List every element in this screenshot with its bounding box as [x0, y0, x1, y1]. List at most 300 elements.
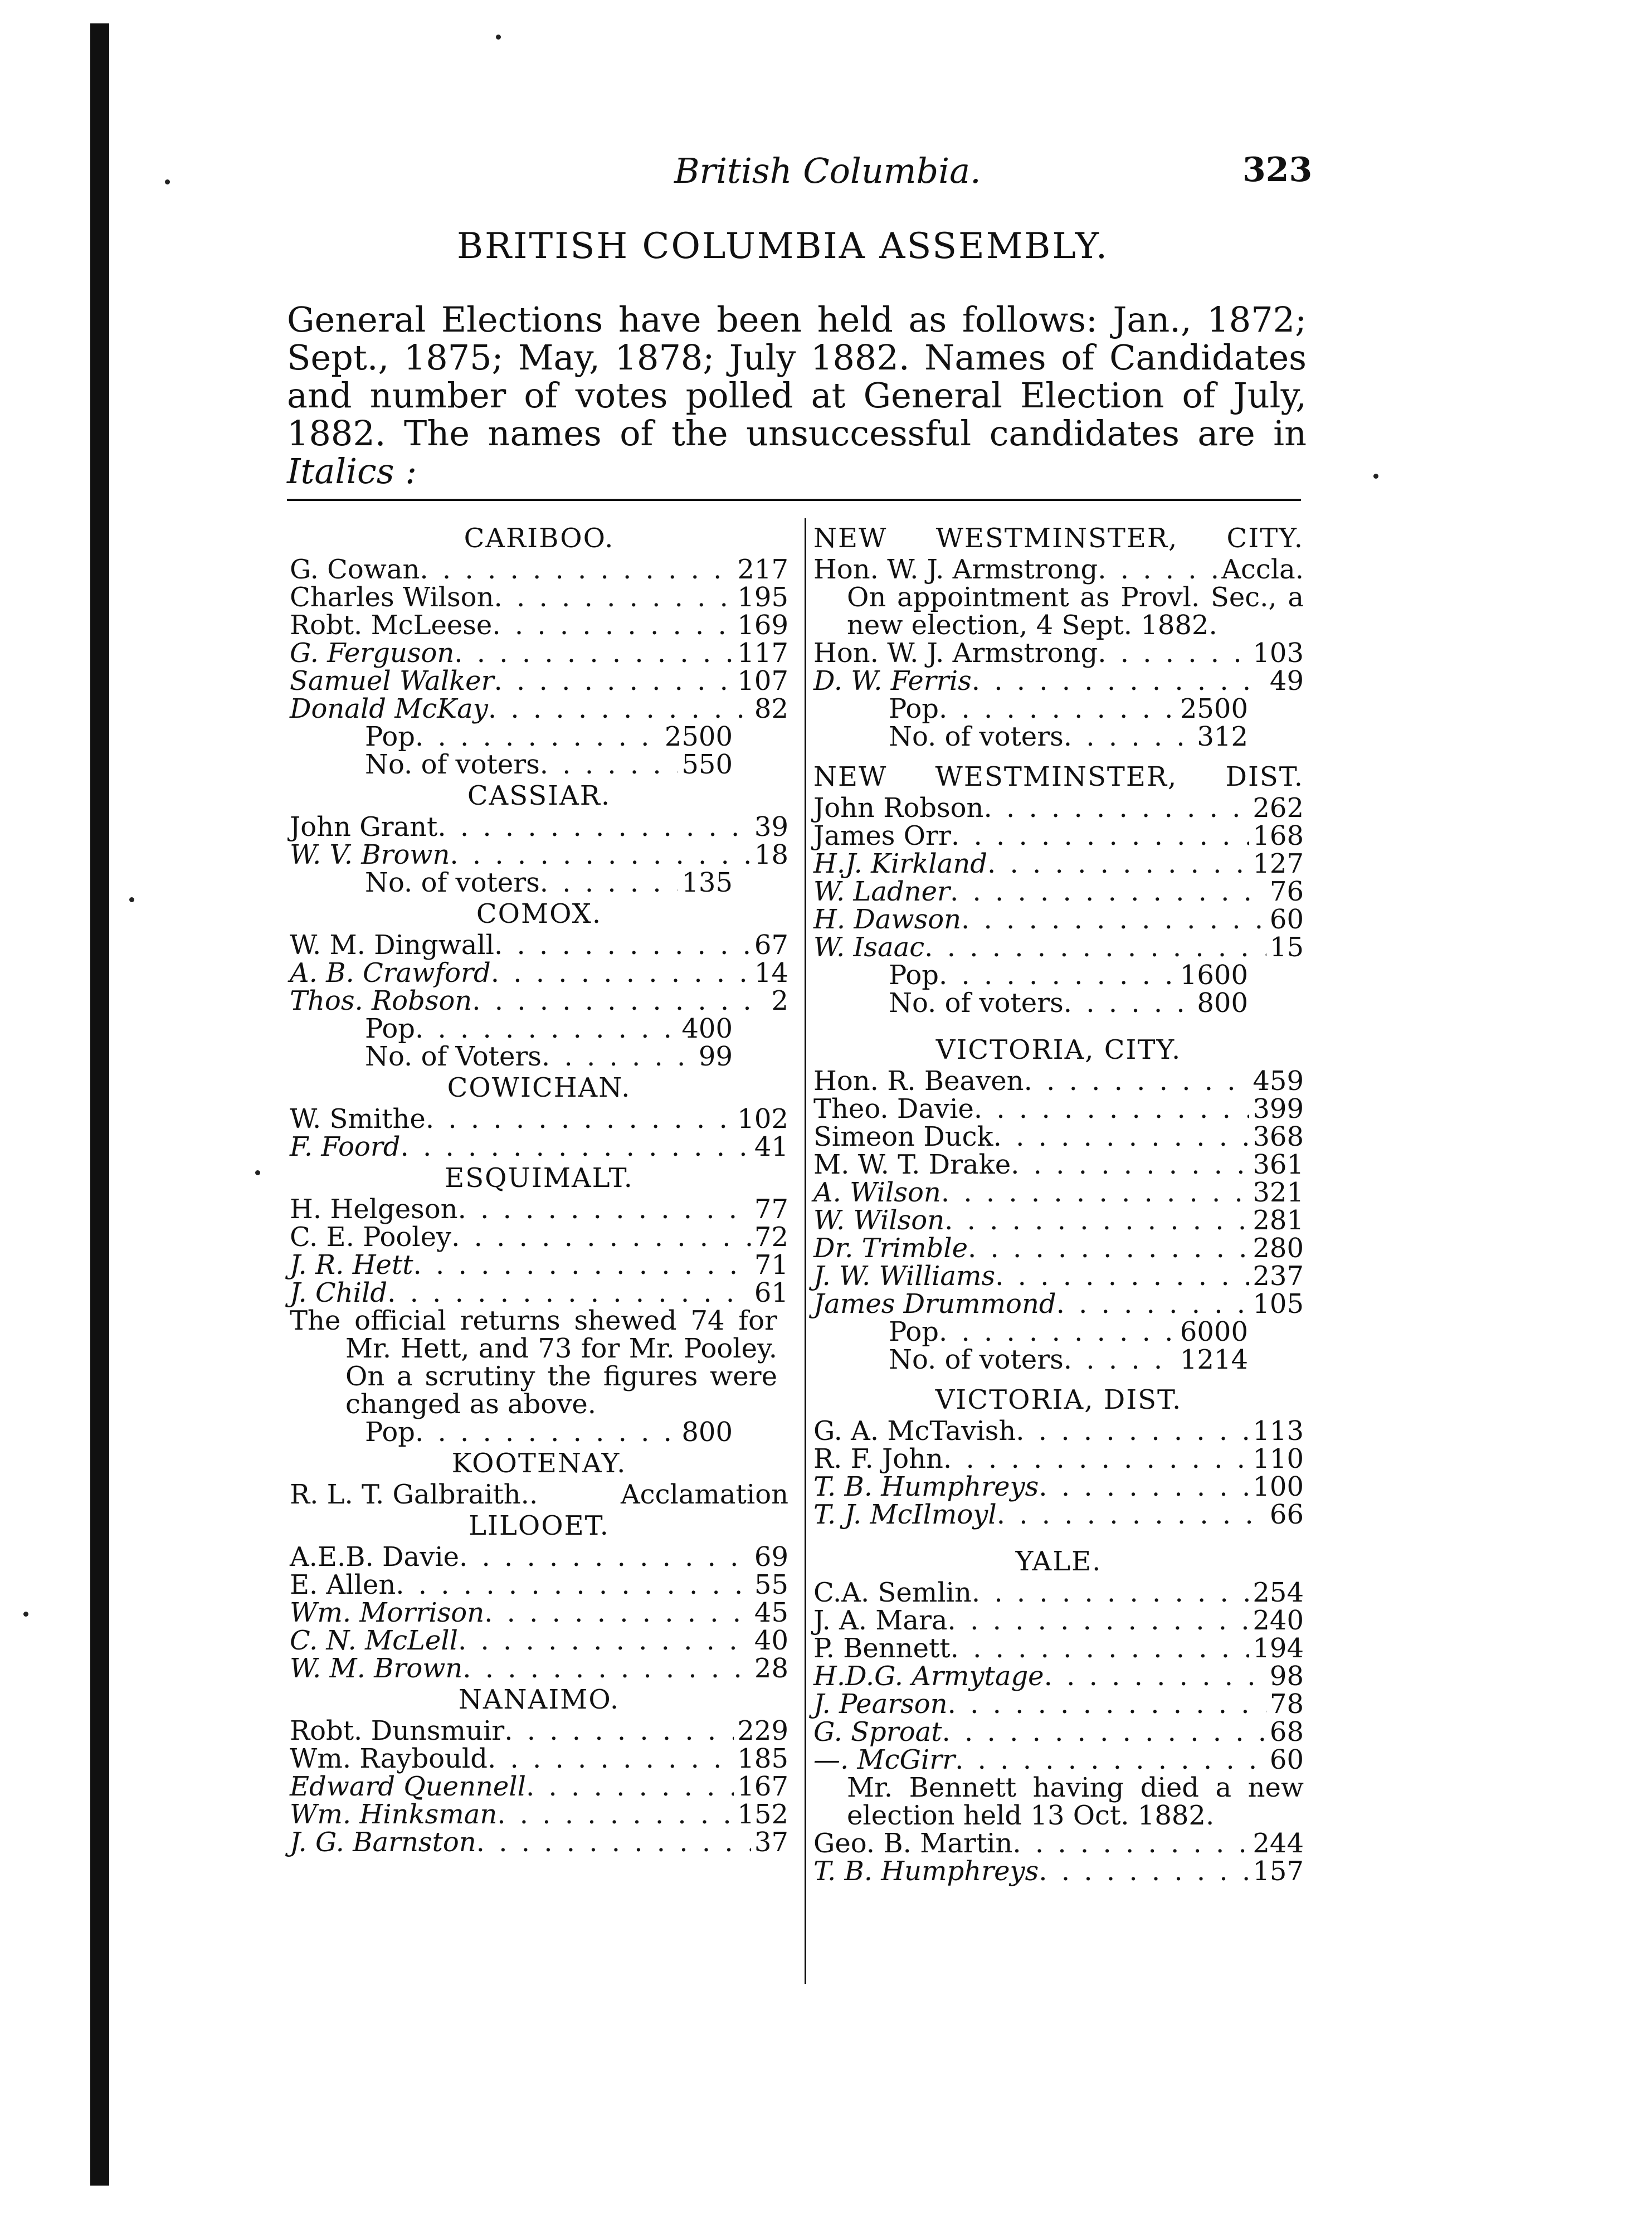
candidate-row	[290, 583, 788, 611]
vote-count: 103	[1253, 638, 1304, 669]
voters-value: 135	[681, 867, 733, 898]
leader-dots	[415, 1015, 678, 1043]
candidate-row	[290, 1195, 788, 1223]
leader-dots	[437, 813, 751, 841]
left-column	[290, 521, 788, 1856]
population-value: 1600	[1180, 960, 1248, 991]
candidate-name: W. V. Brown	[290, 839, 450, 870]
candidate-row	[290, 1599, 788, 1627]
candidate-row	[290, 1801, 788, 1828]
vote-count: 321	[1253, 1177, 1304, 1208]
acclamation-result: Acclamation	[621, 1479, 788, 1510]
population-label: Pop	[365, 1013, 415, 1044]
vote-count: 72	[754, 1222, 788, 1253]
candidate-row	[290, 1571, 788, 1599]
leader-dots	[458, 1195, 751, 1223]
vote-count: 157	[1253, 1856, 1304, 1887]
leader-dots	[968, 1234, 1249, 1262]
voters-row	[290, 1043, 788, 1070]
candidate-name: M. W. T. Drake	[813, 1149, 1011, 1180]
vote-count: 18	[754, 839, 788, 870]
intro-paragraph	[287, 301, 1307, 490]
vote-count: 113	[1253, 1415, 1304, 1447]
vote-count: 76	[1269, 876, 1304, 907]
candidate-row	[290, 639, 788, 667]
candidate-name: Thos. Robson	[290, 985, 472, 1016]
vote-count: 217	[737, 554, 788, 585]
district-title: KOOTENAY.	[451, 1448, 627, 1479]
district-title: NEW WESTMINSTER, CITY.	[813, 523, 1304, 554]
population-label: Pop	[889, 693, 939, 724]
leader-dots	[484, 1599, 751, 1627]
vote-count: 195	[737, 582, 788, 613]
district-title: NEW WESTMINSTER, DIST.	[813, 761, 1304, 792]
leader-dots	[494, 667, 734, 695]
vote-count: 15	[1269, 932, 1304, 963]
voters-label: No. of voters	[889, 1344, 1064, 1375]
candidate-row	[813, 1445, 1304, 1473]
candidate-row	[290, 1251, 788, 1279]
voters-value: 312	[1197, 721, 1248, 752]
candidate-row	[813, 794, 1304, 822]
district-cowichan	[290, 1070, 788, 1161]
leader-dots	[972, 1579, 1250, 1607]
candidate-row	[290, 813, 788, 841]
district-title: LILOOET.	[469, 1510, 610, 1541]
candidate-row	[813, 933, 1304, 961]
candidate-name: W. Wilson	[813, 1205, 945, 1236]
vote-count: 60	[1269, 1744, 1304, 1775]
vote-count: 39	[754, 811, 788, 843]
voters-label: No. of Voters	[365, 1041, 542, 1072]
candidate-name: James Orr	[813, 820, 951, 851]
candidate-row	[813, 822, 1304, 850]
vote-count: 262	[1253, 792, 1304, 824]
leader-dots	[995, 1262, 1249, 1290]
district-title: VICTORIA, DIST.	[935, 1384, 1182, 1415]
leader-dots	[494, 931, 751, 959]
candidate-name: G. Ferguson	[290, 638, 455, 669]
leader-dots	[950, 878, 1266, 906]
vote-count: 40	[754, 1625, 788, 1656]
leader-dots	[1039, 1857, 1249, 1885]
vote-count: 254	[1253, 1577, 1304, 1608]
candidate-name: Dr. Trimble	[813, 1233, 968, 1264]
candidate-row	[290, 1133, 788, 1161]
candidate-row	[813, 667, 1304, 695]
vote-count: 127	[1253, 848, 1304, 879]
candidate-name: Samuel Walker	[290, 665, 494, 697]
candidate-name: Wm. Raybould	[290, 1743, 488, 1774]
running-head: British Columbia.	[674, 150, 981, 191]
candidate-name: C. E. Pooley	[290, 1222, 452, 1253]
leader-dots	[948, 1607, 1250, 1634]
vote-count: 117	[737, 638, 788, 669]
candidate-name: H.D.G. Armytage	[813, 1661, 1044, 1692]
population-value: 800	[681, 1417, 733, 1448]
candidate-row	[813, 1262, 1304, 1290]
district-title: NANAIMO.	[458, 1684, 620, 1715]
vote-count: 194	[1253, 1633, 1304, 1664]
candidate-name: F. Foord	[290, 1131, 401, 1162]
candidate-row	[813, 1151, 1304, 1179]
leader-dots	[420, 556, 734, 583]
leader-dots	[941, 1179, 1250, 1206]
voters-value: 99	[698, 1041, 733, 1072]
vote-count: 60	[1269, 904, 1304, 935]
candidate-name: John Robson	[813, 792, 984, 824]
leader-dots	[494, 583, 734, 611]
vote-count: 66	[1269, 1499, 1304, 1530]
candidate-name: Edward Quennell	[290, 1771, 527, 1802]
candidate-name: D. W. Ferris	[813, 665, 972, 697]
vote-count: 100	[1253, 1471, 1304, 1502]
vote-count: 28	[754, 1653, 788, 1684]
candidate-name: E. Allen	[290, 1569, 396, 1600]
vote-count: 69	[754, 1541, 788, 1573]
leader-dots	[983, 794, 1249, 822]
candidate-row	[290, 1279, 788, 1307]
leader-dots	[944, 1206, 1249, 1234]
leader-dots	[1056, 1290, 1250, 1318]
leader-dots	[396, 1571, 751, 1599]
vote-count: 169	[737, 610, 788, 641]
candidate-row	[290, 1745, 788, 1773]
candidate-name: A. Wilson	[813, 1177, 941, 1208]
scan-speck	[255, 1170, 260, 1175]
leader-dots	[458, 1627, 751, 1655]
header-rule	[287, 499, 1301, 501]
district-nanaimo	[290, 1682, 788, 1856]
scan-speck	[129, 897, 134, 902]
vote-count: 68	[1269, 1716, 1304, 1748]
leader-dots	[961, 906, 1266, 933]
voters-row	[813, 989, 1304, 1017]
voters-row	[813, 1346, 1304, 1374]
candidate-name: P. Bennett	[813, 1633, 951, 1664]
population-row	[813, 1318, 1304, 1346]
population-row	[813, 695, 1304, 723]
candidate-name: J. R. Hett	[290, 1249, 413, 1281]
leader-dots	[939, 695, 1177, 723]
population-label: Pop	[365, 721, 415, 752]
candidate-name: W. Ladner	[813, 876, 950, 907]
candidate-row	[290, 667, 788, 695]
candidate-row	[290, 1543, 788, 1571]
candidate-row	[813, 1579, 1304, 1607]
candidate-row	[813, 639, 1304, 667]
population-row	[290, 1015, 788, 1043]
leader-dots	[476, 1828, 751, 1856]
candidate-row	[290, 1105, 788, 1133]
candidate-name: G. Sproat	[813, 1716, 942, 1748]
vote-count: 49	[1269, 665, 1304, 697]
vote-count: 98	[1269, 1661, 1304, 1692]
scan-speck	[165, 179, 170, 184]
leader-dots	[401, 1133, 751, 1161]
voters-value: 800	[1197, 987, 1248, 1019]
leader-dots	[504, 1717, 734, 1745]
candidate-name: Hon. W. J. Armstrong	[813, 638, 1098, 669]
district-title: COWICHAN.	[447, 1072, 631, 1103]
scan-speck	[23, 1612, 28, 1617]
candidate-row	[290, 611, 788, 639]
leader-dots	[1064, 723, 1194, 751]
vote-count: 45	[754, 1597, 788, 1628]
leader-dots	[542, 1043, 695, 1070]
candidate-name: James Drummond	[813, 1288, 1056, 1320]
district-title: CASSIAR.	[467, 780, 611, 811]
vote-count: 185	[737, 1743, 788, 1774]
district-kootenay	[290, 1446, 788, 1509]
vote-count: 67	[754, 930, 788, 961]
voters-label: No. of voters	[889, 987, 1064, 1019]
district-victoria-city	[813, 1033, 1304, 1374]
leader-dots	[451, 1223, 751, 1251]
candidate-row	[813, 1690, 1304, 1718]
vote-count: 168	[1253, 820, 1304, 851]
column-divider	[805, 518, 806, 1984]
candidate-row	[813, 1501, 1304, 1529]
candidate-name: J. W. Williams	[813, 1261, 996, 1292]
candidate-row	[813, 1829, 1304, 1857]
candidate-name: C. N. McLell	[290, 1625, 458, 1656]
acclamation-result: Accla.	[1221, 554, 1304, 585]
district-title: ESQUIMALT.	[445, 1162, 633, 1194]
population-value: 6000	[1180, 1316, 1248, 1347]
vote-count: 77	[754, 1194, 788, 1225]
candidate-row	[290, 1627, 788, 1655]
leader-dots	[1016, 1417, 1249, 1445]
candidate-name: Wm. Hinksman	[290, 1799, 498, 1830]
candidate-name: R. L. T. Galbraith..	[290, 1479, 538, 1510]
leader-dots	[488, 695, 751, 723]
leader-dots	[1098, 556, 1218, 583]
vote-count: 55	[754, 1569, 788, 1600]
leader-dots	[459, 1543, 751, 1571]
candidate-row	[290, 1828, 788, 1856]
district-cariboo	[290, 521, 788, 778]
esquimalt-note: The official returns shewed 74 for Mr. Hett, and 73 for Mr. Pooley. On a scrutiny the figures were changed as above.	[290, 1305, 777, 1420]
voters-row	[290, 751, 788, 778]
vote-count: 61	[754, 1277, 788, 1308]
district-new-westminster-city	[813, 521, 1304, 751]
voters-label: No. of voters	[365, 867, 540, 898]
leader-dots	[1012, 1829, 1249, 1857]
leader-dots	[1039, 1473, 1249, 1501]
vote-count: 399	[1253, 1093, 1304, 1125]
candidate-name: H. Dawson	[813, 904, 962, 935]
candidate-name: Geo. B. Martin	[813, 1828, 1013, 1859]
candidate-row	[813, 1234, 1304, 1262]
leader-dots	[426, 1105, 734, 1133]
candidate-row	[813, 1473, 1304, 1501]
district-lillooet	[290, 1509, 788, 1682]
vote-count: 237	[1253, 1261, 1304, 1292]
district-yale	[813, 1544, 1304, 1885]
candidate-row	[813, 1607, 1304, 1634]
population-value: 2500	[664, 721, 733, 752]
page-title: BRITISH COLUMBIA ASSEMBLY.	[457, 226, 1109, 267]
population-row	[290, 1418, 788, 1446]
district-esquimalt	[290, 1161, 788, 1446]
leader-dots	[987, 850, 1249, 878]
leader-dots	[454, 639, 734, 667]
leader-dots	[415, 1418, 678, 1446]
population-label: Pop	[365, 1417, 415, 1448]
candidate-name: T. J. McIlmoyl	[813, 1499, 997, 1530]
candidate-name: W. M. Dingwall	[290, 930, 495, 961]
leader-dots	[540, 869, 679, 897]
candidate-row	[813, 1290, 1304, 1318]
vote-count: 229	[737, 1715, 788, 1746]
leader-dots	[492, 611, 734, 639]
candidate-name: Donald McKay	[290, 693, 488, 724]
district-title: CARIBOO.	[464, 523, 615, 554]
scan-speck	[496, 35, 501, 40]
right-column	[813, 521, 1304, 1885]
vote-count: 110	[1253, 1443, 1304, 1475]
leader-dots	[1064, 1346, 1177, 1374]
population-value: 400	[681, 1013, 733, 1044]
vote-count: 78	[1269, 1689, 1304, 1720]
candidate-row	[290, 556, 788, 583]
candidate-row	[290, 1655, 788, 1682]
leader-dots	[472, 987, 752, 1015]
district-comox	[290, 897, 788, 1070]
vote-count: 37	[754, 1827, 788, 1858]
candidate-name: Robt. McLeese	[290, 610, 493, 641]
candidate-name: —. McGirr	[813, 1744, 956, 1775]
candidate-name: John Grant	[290, 811, 438, 843]
candidate-row	[813, 1095, 1304, 1123]
candidate-name: A.E.B. Davie	[290, 1541, 459, 1573]
candidate-name: Simeon Duck	[813, 1121, 993, 1152]
leader-dots	[955, 1746, 1266, 1774]
leader-dots	[413, 1251, 751, 1279]
candidate-row	[290, 841, 788, 869]
leader-dots	[993, 1123, 1250, 1151]
leader-dots	[943, 1445, 1249, 1473]
leader-dots	[526, 1773, 734, 1801]
candidate-row	[813, 850, 1304, 878]
candidate-name: G. A. McTavish	[813, 1415, 1016, 1447]
vote-count: 281	[1253, 1205, 1304, 1236]
district-title: VICTORIA, CITY.	[935, 1034, 1182, 1065]
candidate-name: J. G. Barnston	[290, 1827, 476, 1858]
candidate-name: R. F. John	[813, 1443, 943, 1475]
leader-dots	[415, 723, 661, 751]
intro-text: General Elections have been held as follows: Jan., 1872; Sept., 1875; May, 1878; July 1882. Names of Candidates and number of votes polled at General Election of July, 1882. The names of the unsuccessful candidates are in	[287, 299, 1307, 454]
leader-dots	[1011, 1151, 1249, 1179]
leader-dots	[540, 751, 679, 778]
district-new-westminster-dist	[813, 760, 1304, 1017]
candidate-row	[813, 1718, 1304, 1746]
candidate-row	[813, 1634, 1304, 1662]
district-title: COMOX.	[476, 898, 602, 930]
candidate-name: Hon. W. J. Armstrong	[813, 554, 1098, 585]
leader-dots	[387, 1279, 751, 1307]
leader-dots	[1044, 1662, 1266, 1690]
leader-dots	[948, 1690, 1266, 1718]
district-victoria-dist	[813, 1383, 1304, 1529]
candidate-name: H.J. Kirkland	[813, 848, 987, 879]
candidate-name: T. B. Humphreys	[813, 1471, 1039, 1502]
vote-count: 71	[754, 1249, 788, 1281]
candidate-name: Theo. Davie	[813, 1093, 974, 1125]
candidate-name: A. B. Crawford	[290, 957, 491, 989]
candidate-row	[290, 931, 788, 959]
vote-count: 280	[1253, 1233, 1304, 1264]
population-row	[290, 723, 788, 751]
vote-count: 2	[771, 985, 788, 1016]
leader-dots	[1024, 1067, 1250, 1095]
population-row	[813, 961, 1304, 989]
candidate-row	[813, 1206, 1304, 1234]
candidate-row	[813, 878, 1304, 906]
candidate-row	[290, 959, 788, 987]
candidate-name: Charles Wilson	[290, 582, 494, 613]
vote-count: 361	[1253, 1149, 1304, 1180]
population-label: Pop	[889, 1316, 939, 1347]
candidate-row	[813, 1857, 1304, 1885]
leader-dots	[491, 959, 751, 987]
scan-edge-bar	[90, 23, 109, 2186]
leader-dots	[462, 1655, 751, 1682]
scan-speck	[1373, 474, 1378, 479]
voters-value: 1214	[1180, 1344, 1248, 1375]
candidate-row	[813, 1662, 1304, 1690]
voters-row	[813, 723, 1304, 751]
leader-dots	[974, 1095, 1249, 1123]
leader-dots	[939, 961, 1177, 989]
candidate-name: Wm. Morrison	[290, 1597, 485, 1628]
leader-dots	[1098, 639, 1249, 667]
vote-count: 14	[754, 957, 788, 989]
leader-dots	[939, 1318, 1177, 1346]
vote-count: 244	[1253, 1828, 1304, 1859]
acclamation-row	[290, 1481, 788, 1509]
candidate-name: H. Helgeson	[290, 1194, 458, 1225]
candidate-name: C.A. Semlin	[813, 1577, 972, 1608]
candidate-row	[813, 906, 1304, 933]
population-value: 2500	[1180, 693, 1248, 724]
leader-dots	[942, 1718, 1266, 1746]
page-number: 323	[1242, 150, 1313, 189]
candidate-row	[290, 1773, 788, 1801]
vote-count: 152	[737, 1799, 788, 1830]
candidate-row	[813, 1123, 1304, 1151]
intro-italic-text: Italics :	[287, 451, 417, 492]
district-cassiar	[290, 778, 788, 897]
candidate-row	[290, 1717, 788, 1745]
vote-count: 107	[737, 665, 788, 697]
leader-dots	[488, 1745, 734, 1773]
voters-row	[290, 869, 788, 897]
population-label: Pop	[889, 960, 939, 991]
leader-dots	[951, 822, 1249, 850]
vote-count: 368	[1253, 1121, 1304, 1152]
leader-dots	[1064, 989, 1194, 1017]
vote-count: 240	[1253, 1605, 1304, 1636]
new-westminster-city-note: On appointment as Provl. Sec., a new election, 4 Sept. 1882.	[847, 582, 1304, 641]
candidate-name: W. Isaac	[813, 932, 925, 963]
candidate-row	[813, 1179, 1304, 1206]
leader-dots	[951, 1634, 1250, 1662]
leader-dots	[997, 1501, 1266, 1529]
voters-label: No. of voters	[365, 749, 540, 780]
candidate-row	[813, 1746, 1304, 1774]
